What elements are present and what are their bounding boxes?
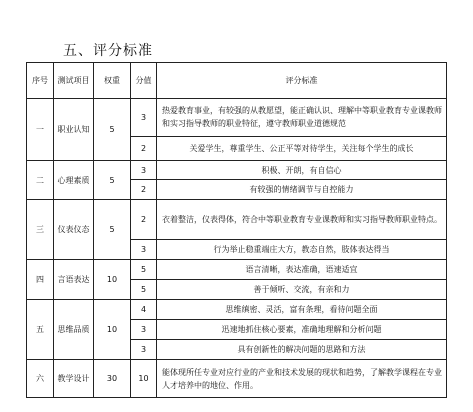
header-item: 测试项目 — [54, 63, 94, 99]
table-header-row — [27, 63, 447, 99]
table-row — [27, 161, 447, 180]
row-standard: 具有创新性的解决问题的思路和方法 — [157, 340, 447, 360]
row-item: 职业认知 — [54, 99, 94, 161]
row-seq: 四 — [27, 260, 54, 300]
header-standard: 评分标准 — [157, 63, 447, 99]
row-standard: 行为举止稳重端庄大方，教态自然，肢体表达得当 — [157, 240, 447, 260]
row-weight: 5 — [94, 200, 131, 260]
row-standard: 善于倾听、交流，有亲和力 — [157, 280, 447, 300]
row-score: 5 — [131, 260, 157, 280]
row-item: 仪表仪态 — [54, 200, 94, 260]
row-score: 3 — [131, 99, 157, 137]
row-standard: 思维缜密、灵活，富有条理，看待问题全面 — [157, 300, 447, 320]
row-item: 思维品质 — [54, 300, 94, 360]
row-standard: 热爱教育事业，有较强的从教愿望，能正确认识、理解中等职业教育专业课教师和实习指导教师的职业特征，遵守教师职业道德规范 — [157, 99, 447, 137]
row-score: 2 — [131, 200, 157, 240]
row-score: 3 — [131, 240, 157, 260]
table-body — [27, 99, 447, 398]
row-seq: 三 — [27, 200, 54, 260]
row-weight: 10 — [94, 260, 131, 300]
scoring-table — [26, 62, 447, 398]
row-seq: 六 — [27, 360, 54, 398]
row-seq: 五 — [27, 300, 54, 360]
row-standard: 语言清晰，表达准确，语速适宜 — [157, 260, 447, 280]
row-item: 言语表达 — [54, 260, 94, 300]
row-score: 10 — [131, 360, 157, 398]
row-score: 5 — [131, 280, 157, 300]
row-weight: 30 — [94, 360, 131, 398]
row-weight: 5 — [94, 99, 131, 161]
section-title: 五、评分标准 — [63, 43, 153, 59]
row-standard: 关爱学生，尊重学生、公正平等对待学生，关注每个学生的成长 — [157, 136, 447, 160]
row-standard: 衣着整洁，仪表得体，符合中等职业教育专业课教师和实习指导教师职业特点。 — [157, 200, 447, 240]
row-score: 3 — [131, 161, 157, 180]
row-score: 3 — [131, 340, 157, 360]
row-score: 2 — [131, 136, 157, 160]
row-item: 心理素质 — [54, 161, 94, 200]
row-item: 教学设计 — [54, 360, 94, 398]
row-seq: 一 — [27, 99, 54, 161]
row-score: 4 — [131, 300, 157, 320]
header-weight: 权重 — [94, 63, 131, 99]
table-row — [27, 99, 447, 137]
row-standard: 有较强的情绪调节与自控能力 — [157, 180, 447, 200]
row-score: 3 — [131, 320, 157, 340]
header-score: 分值 — [131, 63, 157, 99]
row-standard: 积极、开朗，有自信心 — [157, 161, 447, 180]
row-weight: 10 — [94, 300, 131, 360]
row-weight: 5 — [94, 161, 131, 200]
table-row — [27, 260, 447, 280]
row-standard: 迅速地抓住核心要素，准确地理解和分析问题 — [157, 320, 447, 340]
table-row — [27, 360, 447, 398]
header-seq: 序号 — [27, 63, 54, 99]
table-row — [27, 200, 447, 240]
row-standard: 能体现所任专业对应行业的产业和技术发展的现状和趋势，了解教学课程在专业人才培养中的地位、作用。 — [157, 360, 447, 398]
row-seq: 二 — [27, 161, 54, 200]
row-score: 2 — [131, 180, 157, 200]
table-row — [27, 300, 447, 320]
